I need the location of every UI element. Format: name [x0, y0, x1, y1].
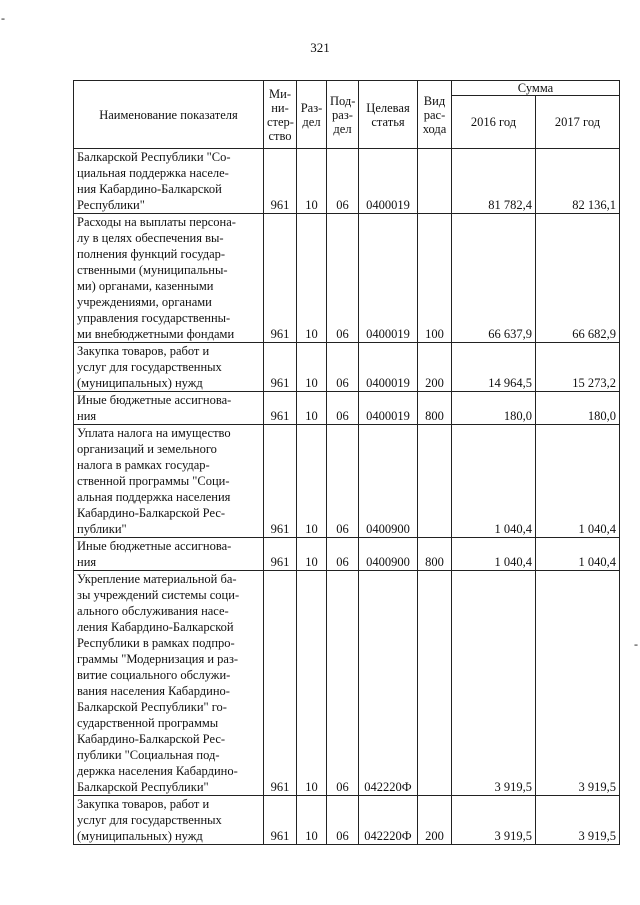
cell-subsection: 06: [327, 149, 359, 214]
cell-section: 10: [297, 571, 327, 796]
row-name-line: Республики": [77, 198, 145, 212]
table-row: [74, 538, 620, 571]
header-line: дел: [333, 121, 352, 136]
cell-expense-type: [418, 425, 452, 538]
cell-subsection: 06: [327, 571, 359, 796]
page-number: 321: [310, 40, 330, 55]
table-row: [74, 392, 620, 425]
cell-subsection: 06: [327, 796, 359, 845]
row-name-line: Уплата налога на имущество: [77, 426, 231, 440]
margin-mark-right: -: [634, 637, 638, 651]
cell-target: 042220Ф: [359, 796, 418, 845]
header-line: Вид: [423, 93, 446, 108]
cell-expense-type: 800: [418, 538, 452, 571]
row-name-line: сударственной программы: [77, 716, 219, 730]
header-year-2017: 2017 год: [536, 96, 620, 149]
row-name-line: Кабардино-Балкарской Рес-: [77, 506, 226, 520]
row-name-line: ния Кабардино-Балкарской: [77, 182, 222, 196]
row-name: [74, 343, 264, 392]
cell-sum-2016: 3 919,5: [452, 796, 536, 845]
row-name-line: ственной программы "Соци-: [77, 474, 230, 488]
table-row: [74, 149, 620, 214]
row-name-line: публики "Социальная под-: [77, 748, 220, 762]
row-name-line: Республики в рамках подпро-: [77, 636, 235, 650]
cell-section: 10: [297, 343, 327, 392]
row-name-line: витие социального обслужи-: [77, 668, 231, 682]
row-name-line: ального обслуживания насе-: [77, 604, 229, 618]
row-name-line: публики": [77, 522, 127, 536]
cell-target: 0400900: [359, 425, 418, 538]
cell-sum-2016: 180,0: [452, 392, 536, 425]
header-sum: Сумма: [452, 81, 620, 96]
header-line: Целевая: [366, 100, 410, 115]
budget-table: [73, 80, 620, 845]
cell-section: 10: [297, 796, 327, 845]
header-line: дел: [302, 114, 321, 129]
header-subsection: [327, 81, 359, 149]
header-target: [359, 81, 418, 149]
cell-expense-type: 100: [418, 214, 452, 343]
row-name-line: альная поддержка населения: [77, 490, 231, 504]
header-line: хода: [422, 121, 447, 136]
cell-subsection: 06: [327, 214, 359, 343]
cell-subsection: 06: [327, 538, 359, 571]
row-name-line: ления Кабардино-Балкарской: [77, 620, 234, 634]
row-name-line: циальная поддержка населе-: [77, 166, 229, 180]
row-name-line: граммы "Модернизация и раз-: [77, 652, 239, 666]
cell-section: 10: [297, 538, 327, 571]
table-row: [74, 343, 620, 392]
cell-sum-2017: 1 040,4: [536, 425, 620, 538]
cell-sum-2017: 1 040,4: [536, 538, 620, 571]
cell-expense-type: [418, 571, 452, 796]
cell-expense-type: 200: [418, 343, 452, 392]
cell-expense-type: 200: [418, 796, 452, 845]
row-name: [74, 214, 264, 343]
row-name: [74, 149, 264, 214]
cell-ministry: 961: [264, 538, 297, 571]
row-name-line: Балкарской Республики" го-: [77, 700, 227, 714]
table-row: [74, 571, 620, 796]
row-name-line: Балкарской Республики "Со-: [77, 150, 231, 164]
row-name: [74, 538, 264, 571]
cell-target: 0400019: [359, 343, 418, 392]
row-name-line: управления государственны-: [77, 311, 231, 325]
cell-sum-2017: 180,0: [536, 392, 620, 425]
row-name-line: Кабардино-Балкарской Рес-: [77, 732, 226, 746]
cell-ministry: 961: [264, 571, 297, 796]
cell-target: 0400019: [359, 149, 418, 214]
cell-target: 0400900: [359, 538, 418, 571]
row-name-line: Иные бюджетные ассигнова-: [77, 539, 232, 553]
row-name-line: ми внебюджетными фондами: [77, 327, 235, 341]
row-name-line: полнения функций государ-: [77, 247, 226, 261]
row-name-line: ния: [77, 409, 97, 423]
header-line: раз-: [332, 107, 353, 122]
header-section: [297, 81, 327, 149]
header-line: Под-: [330, 93, 356, 108]
row-name-line: ственными (муниципальны-: [77, 263, 228, 277]
cell-ministry: 961: [264, 425, 297, 538]
cell-ministry: 961: [264, 343, 297, 392]
table-row: [74, 214, 620, 343]
cell-section: 10: [297, 149, 327, 214]
row-name-line: Балкарской Республики": [77, 780, 209, 794]
cell-ministry: 961: [264, 214, 297, 343]
row-name-line: вания населения Кабардино-: [77, 684, 230, 698]
cell-sum-2017: 15 273,2: [536, 343, 620, 392]
cell-sum-2016: 1 040,4: [452, 538, 536, 571]
row-name-line: ми) органами, казенными: [77, 279, 214, 293]
row-name-line: Расходы на выплаты персона-: [77, 215, 236, 229]
row-name-line: Укрепление материальной ба-: [77, 572, 237, 586]
cell-sum-2016: 14 964,5: [452, 343, 536, 392]
row-name-line: Закупка товаров, работ и: [77, 344, 210, 358]
cell-subsection: 06: [327, 392, 359, 425]
margin-mark-left: -: [1, 11, 5, 25]
cell-sum-2017: 3 919,5: [536, 571, 620, 796]
cell-expense-type: [418, 149, 452, 214]
table-row: [74, 796, 620, 845]
cell-ministry: 961: [264, 149, 297, 214]
cell-section: 10: [297, 425, 327, 538]
header-expense-type: [418, 81, 452, 149]
cell-ministry: 961: [264, 796, 297, 845]
header-ministry: [264, 81, 297, 149]
table-body: [74, 149, 620, 845]
row-name-line: услуг для государственных: [77, 360, 222, 374]
row-name-line: зы учреждений системы соци-: [77, 588, 240, 602]
cell-target: 042220Ф: [359, 571, 418, 796]
row-name-line: ния: [77, 555, 97, 569]
cell-target: 0400019: [359, 392, 418, 425]
row-name: [74, 796, 264, 845]
cell-sum-2017: 66 682,9: [536, 214, 620, 343]
cell-section: 10: [297, 392, 327, 425]
row-name-line: налога в рамках государ-: [77, 458, 210, 472]
row-name-line: (муниципальных) нужд: [77, 829, 203, 843]
cell-sum-2017: 82 136,1: [536, 149, 620, 214]
row-name-line: организаций и земельного: [77, 442, 217, 456]
cell-sum-2016: 81 782,4: [452, 149, 536, 214]
header-line: Раз-: [300, 100, 323, 115]
row-name-line: держка населения Кабардино-: [77, 764, 238, 778]
row-name: [74, 425, 264, 538]
row-name-line: услуг для государственных: [77, 813, 222, 827]
cell-ministry: 961: [264, 392, 297, 425]
cell-subsection: 06: [327, 343, 359, 392]
table-row: [74, 425, 620, 538]
header-line: ство: [268, 128, 292, 143]
cell-expense-type: 800: [418, 392, 452, 425]
header-line: ни-: [271, 100, 289, 115]
cell-section: 10: [297, 214, 327, 343]
header-line: статья: [371, 114, 405, 129]
cell-sum-2016: 66 637,9: [452, 214, 536, 343]
row-name-line: (муниципальных) нужд: [77, 376, 203, 390]
cell-sum-2016: 1 040,4: [452, 425, 536, 538]
row-name: [74, 392, 264, 425]
row-name-line: Закупка товаров, работ и: [77, 797, 210, 811]
row-name: [74, 571, 264, 796]
header-line: рас-: [423, 107, 446, 122]
cell-sum-2016: 3 919,5: [452, 571, 536, 796]
header-line: Ми-: [269, 86, 291, 101]
cell-target: 0400019: [359, 214, 418, 343]
cell-subsection: 06: [327, 425, 359, 538]
header-name: Наименование показателя: [74, 81, 264, 149]
cell-sum-2017: 3 919,5: [536, 796, 620, 845]
row-name-line: Иные бюджетные ассигнова-: [77, 393, 232, 407]
header-year-2016: 2016 год: [452, 96, 536, 149]
row-name-line: лу в целях обеспечения вы-: [77, 231, 224, 245]
header-line: стер-: [267, 114, 294, 129]
row-name-line: учреждениями, органами: [77, 295, 212, 309]
